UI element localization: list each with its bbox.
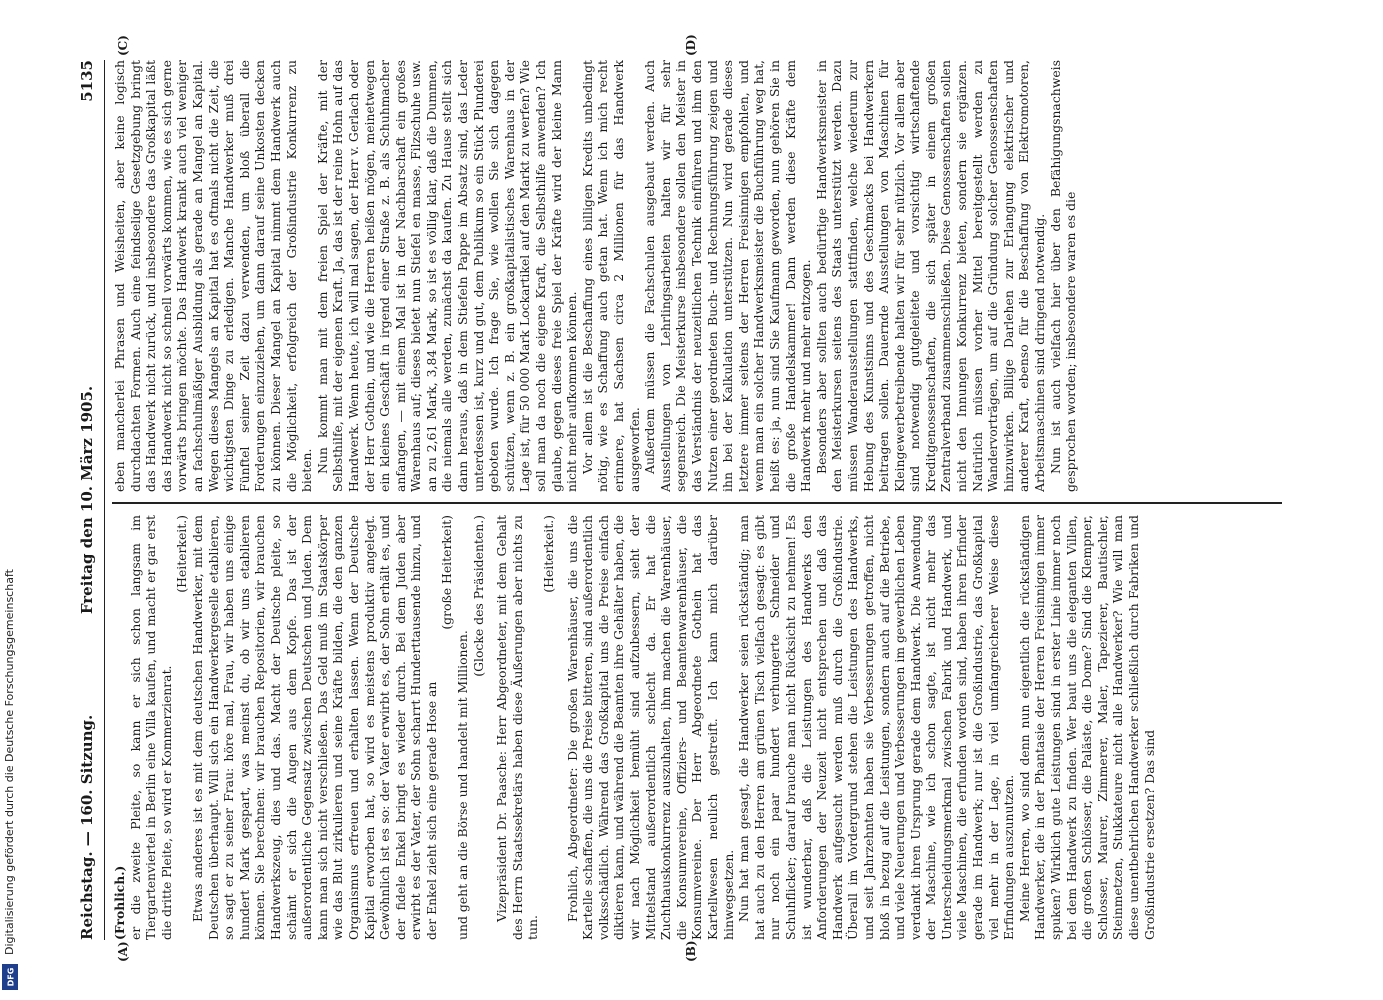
paragraph: Frohlich, Abgeordneter: Die großen Warenhäuser, die uns die Kartelle schaffen, die uns die Preise bitteren, sind außerordentlich volksschädlich. Während das Großkapital uns die Preise einfach diktieren kann, und während die Beamten ihre Gehälter haben, die wir nach Möglichkeit bemüht sind aufzubessern, sieht der Mittelstand außerordentlich schlecht da. Er hat die Zuchthauskonkurrenz auszuhalten, ihm machen die Warenhäuser, die Konsumvereine, Offiziers- und Beamtenwarenhäuser, die Konsumvereine. Der Herr Abgeordnete Gothein hat das Kartellwesen neulich gestreift. Ich kann mich darüber hinwegsetzen.: [564, 515, 736, 940]
stage-direction: (Glocke des Präsidenten.): [470, 515, 486, 677]
running-head-left: Reichstag. — 160. Sitzung.: [78, 714, 96, 940]
margin-mark-c: (C): [116, 35, 130, 56]
margin-mark-b: (B): [684, 940, 698, 962]
stage-direction: (Heiterkeit.): [174, 515, 190, 593]
page-number: 5135: [78, 60, 96, 102]
paragraph: Außerdem müssen die Fachschulen ausgebaut werden. Auch Ausstellungen von Lehrlingsarbeiten halten wir für sehr segensreich. Die Meisterkurse insbesondere sollen den Meister in das Verständnis der neuzeitlichen Technik einführen und ihm den Nutzen einer geordneten Buch- und Rechnungsführung zeigen und ihn bei der Kalkulation unterstützen. Nun wird gerade dieses letztere immer seitens der Herren Freisinnigen empfohlen, und wenn man ein solcher Handwerksmeister die Buchführung weg hat, heißt es: ja, nun sind Sie Kaufmann geworden, nun gehören Sie in die große Handelskammer! Dann werden diese Kräfte dem Handwerk mehr und mehr entzogen.: [642, 60, 814, 492]
right-column: [112, 60, 1282, 492]
paragraph: Nun hat man gesagt, die Handwerker seien rückständig; man hat auch zu den Herren am grünen Tisch vielfach gesagt: es gibt nur noch ein paar hundert verhungerte Schneider und Schuhflicker; darauf brauche man nicht Rücksicht zu nehmen! Es ist wunderbar, daß die Leistungen des Handwerks den Anforderungen der Neuzeit nicht entsprechen und daß das Handwerk aufgesucht werden muß durch die Großindustrie. Überall im Vordergrund stehen die Leistungen des Handwerks, und seit Jahrzehnten haben sie Verbesserungen getroffen, nicht bloß in bezug auf die Leistungen, sondern auch auf die Betriebe, und viele Neuerungen und Verbesserungen im gewerblichen Leben verdankt ihren Ursprung gerade dem Handwerk. Die Anwendung der Maschine, wie ich schon sagte, ist nicht mehr das Unterscheidungsmerkmal zwischen Fabrik und Handwerk, und viele Maschinen, die erfunden worden sind, haben ihren Erfinder gerade im Handwerk; nur ist die Großindustrie, das Großkapital viel mehr in der Lage, in viel umfangreicherer Weise diese Erfindungen auszunutzen.: [736, 515, 1017, 940]
digitization-credit-text: Digitalisierung gefördert durch die Deutsche Forschungsgemeinschaft: [3, 569, 16, 955]
header-rule: [104, 60, 105, 940]
page-header: [78, 60, 104, 940]
running-head-date: Freitag den 10. März 1905.: [78, 385, 96, 615]
paragraph: und geht an die Börse und handelt mit Millionen.: [455, 630, 471, 940]
stage-direction: (Heiterkeit.): [541, 515, 557, 593]
left-column: [112, 515, 1282, 940]
margin-mark-d: (D): [684, 34, 698, 56]
margin-mark-a: (A): [116, 941, 130, 962]
paragraph-spacer: [486, 515, 494, 940]
stage-direction: (große Heiterkeit): [439, 515, 455, 630]
paragraph: Nun ist auch vielfach hier über den Befähigungsnachweis gesprochen worden; insbesondere waren es die: [1047, 60, 1079, 492]
paragraph: eben mancherlei Phrasen und Weisheiten, aber keine logisch durchdachten Formen. Auch eine feindselige Gesetzgebung bringt das Handwerk nicht zurück, und insbesondere das Großkapital läßt das Handwerk nicht so schnell vorwärts kommen, wie es sich gerne vorwärts bringen möchte. Das Handwerk krankt auch viel weniger an fachschulmäßiger Ausbildung als gerade an Mangel an Kapital. Wegen dieses Mangels an Kapital hat es oftmals nicht die Zeit, die wichtigsten Dinge zu erledigen. Manche Handwerker muß drei Fünftel seiner Zeit dazu verwenden, um bloß überall die Forderungen einzuziehen, um dann darauf seine Unkosten decken zu können. Dieser Mangel an Kapital nimmt dem Handwerk auch die Möglichkeit, erfolgreich der Großindustrie Konkurrenz zu bieten.: [112, 60, 315, 492]
paragraph: Vizepräsident Dr. Paasche: Herr Abgeordneter, mit dem Gehalt des Herrn Staatssekretärs haben diese Äußerungen aber nichts zu tun.: [494, 515, 541, 940]
dfg-logo: DFG: [2, 964, 18, 990]
paragraph: er die zweite Pleite, so kann er sich schon langsam im Tiergartenviertel in Berlin eine Villa kaufen, und macht er gar erst die dritte Pleite, so wird er Kommerzienrat.: [127, 515, 174, 940]
paragraph: Meine Herren, wo sind denn nun eigentlich die rückständigen Handwerker, die in der Phantasie der Herren Freisinnigen immer spuken? Wirklich gute Leistungen sind in erster Linie immer noch bei dem Handwerk zu finden. Wer baut uns die eleganten Villen, die großen Schlösser, die Paläste, die Dome? Sind die Klempner, Schlosser, Maurer, Zimmerer, Maler, Tapezierer, Bautischler, Steinmetzen, Stukkateure nicht alle Handwerker? Wie will man diese unentbehrlichen Handwerker schließlich durch Fabriken und Großindustrie ersetzen? Das sind: [1016, 515, 1157, 940]
digitization-credit: [0, 0, 22, 1000]
paragraph: Nun kommt man mit dem freien Spiel der Kräfte, mit der Selbsthilfe, mit der eigenen Kraft. Ja, das ist der reine Hohn auf das Handwerk. Wenn heute, ich will mal sagen, der Herr v. Gerlach oder der Herr Gothein, und wie die Herren heißen mögen, meinetwegen ein kleines Geschäft in irgend einer Straße z. B. als Schuhmacher anfangen, — mit einem Mal ist in der Nachbarschaft ein großes Warenhaus auf; dieses bietet nun Stiefel en masse, Filzschuhe usw. an zu 2,61 Mark, 3,84 Mark, so ist es völlig klar, daß die Dummen, die niemals alle werden, zunächst da kaufen. Zu Hause stellt sich dann heraus, daß in dem Stiefeln Pappe im Absatz sind, das Leder unterdessen ist, kurz und gut, dem Publikum so ein Stück Plunderei geboten wurde. Ich frage Sie, wie wollen Sie sich dagegen schützen, wenn z. B. ein großkapitalistisches Warenhaus in der Lage ist, für 50 000 Mark Lockartikel auf den Markt zu werfen? Wie soll man da noch die eigene Kraft, die Selbsthilfe anwenden? Ich glaube, gegen dieses freie Spiel der Kräfte wird der kleine Mann nicht mehr aufkommen können.: [314, 60, 580, 492]
paragraph: Vor allem ist die Beschaffung eines billigen Kredits unbedingt nötig, wie es Schaffung auch getan hat. Wenn ich mich recht erinnere, hat Sachsen circa 2 Millionen für das Handwerk ausgeworfen.: [579, 60, 642, 492]
paragraph: Etwas anderes ist es mit dem deutschen Handwerker, mit dem Deutschen überhaupt. Will sich ein Handwerkergeselle etablieren, so sagt er zu seiner Frau: höre mal, Frau, wir haben uns einige hundert Mark gespart, was meinst du, ob wir uns etablieren können. Sie berechnen: wir brauchen Repositorien, wir brauchen Handwerkszeug, dies und das. Macht der Deutsche pleite, so schämt er sich die Augen aus dem Kopfe. Das ist der außerordentliche Gegensatz zwischen Deutschen und Juden. Dem kann man sich nicht verschließen. Das Geld muß im Staatskörper wie das Blut zirkulieren und seine Kräfte bilden, die den ganzen Organismus erfreuen und erhalten lassen. Wenn der Deutsche Kapital erworben hat, so wird es meistens produktiv angelegt. Gewöhnlich ist es so: der Vater erwirbt es, der Sohn erhält es, und der fidele Enkel bringt es wieder durch. Bei dem Juden aber erwirbt es der Vater, der Sohn scharrt Hunderttausende hinzu, und der Enkel zieht sich eine gerade Hose an: [189, 515, 439, 940]
column-divider: [112, 502, 1282, 504]
paragraph-spacer: [557, 515, 565, 940]
paragraph: Besonders aber sollten auch bedürftige Handwerksmeister in den Meisterkursen seitens des Staats unterstützt werden. Dazu müssen Wanderausstellungen stattfinden, welche wiederum zur Hebung des Kunstsinns und des Geschmacks bei Handwerkern beitragen sollen. Dauernde Ausstellungen von Maschinen für Kleingewerbetreibende halten wir für sehr nützlich. Vor allem aber sind notwendig gutgeleitete und vorsichtig wirtschaftende Kreditgenossenschaften, die sich später in einem großen Zentralverband zusammenschließen. Diese Genossenschaften sollen nicht den Innungen Konkurrenz bieten, sondern sie ergänzen. Natürlich müssen vorher Mittel bereitgestellt werden zu Wandervorträgen, um auf die Gründung solcher Genossenschaften hinzuwirken. Billige Darlehen zur Erlangung elektrischer und anderer Kraft, ebenso für die Beschaffung von Elektromotoren, Arbeitsmaschinen sind dringend notwendig.: [813, 60, 1048, 492]
speaker-label: (Frohlich.): [112, 865, 127, 940]
